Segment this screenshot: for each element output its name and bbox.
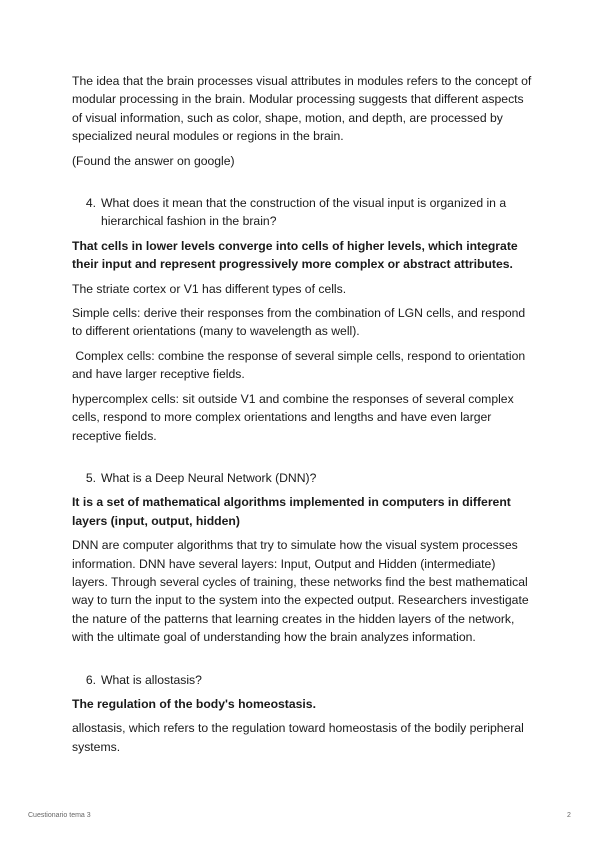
intro-paragraph: The idea that the brain processes visual attributes in modules refers to the concept of modular processing in the brain. Modular processing suggests that different aspects of visual information, such as color, shape, motion, and depth, are processed by specialized neural modules or regions in the brain. <box>72 74 532 144</box>
question-item <box>72 671 532 689</box>
answer-paragraph: Simple cells: derive their responses from the combination of LGN cells, and respond to different orientations (many to wavelength as well). <box>72 306 526 339</box>
question-item <box>72 194 532 231</box>
answer-paragraph: allostasis, which refers to the regulation toward homeostasis of the bodily peripheral systems. <box>72 721 524 754</box>
answer-paragraph: The striate cortex or V1 has different types of cells. <box>72 281 347 296</box>
question-number: 6. <box>85 672 96 687</box>
question-block-4 <box>72 194 532 445</box>
question-text: What is a Deep Neural Network (DNN)? <box>101 470 317 485</box>
question-number: 4. <box>85 196 96 211</box>
answer-paragraph: Complex cells: combine the response of several simple cells, respond to orientation and have larger receptive fields. <box>72 348 529 382</box>
question-text: What is allostasis? <box>101 672 202 687</box>
footer-page-number: 2 <box>567 812 571 819</box>
question-block-6 <box>72 671 532 757</box>
question-text: What does it mean that the construction of the visual input is organized in a hierarchical fashion in the brain? <box>101 196 507 229</box>
answer-summary: The regulation of the body's homeostasis. <box>72 696 316 711</box>
source-note: (Found the answer on google) <box>72 153 235 168</box>
question-number: 5. <box>85 470 96 485</box>
document-page <box>72 72 532 762</box>
footer-document-title: Cuestionario tema 3 <box>28 812 91 819</box>
question-item <box>72 469 532 487</box>
question-block-5 <box>72 469 532 647</box>
answer-paragraph: DNN are computer algorithms that try to simulate how the visual system processes information. DNN have several layers: Input, Output and Hidden (intermediate) layers. Through several cycles of training, these networks find the best mathematical way to turn the input to the system into the expected output. Researchers investigate the nature of the patterns that learning creates in the hidden layers of the network, with the ultimate goal of understanding how the brain analyzes information. <box>72 538 529 645</box>
answer-paragraph: hypercomplex cells: sit outside V1 and combine the responses of several complex cells, respond to more complex orientations and lengths and have even larger receptive fields. <box>72 391 514 443</box>
answer-summary: That cells in lower levels converge into cells of higher levels, which integrate their input and represent progressively more complex or abstract attributes. <box>72 238 518 272</box>
answer-summary: It is a set of mathematical algorithms implemented in computers in different layers (input, output, hidden) <box>72 495 511 528</box>
